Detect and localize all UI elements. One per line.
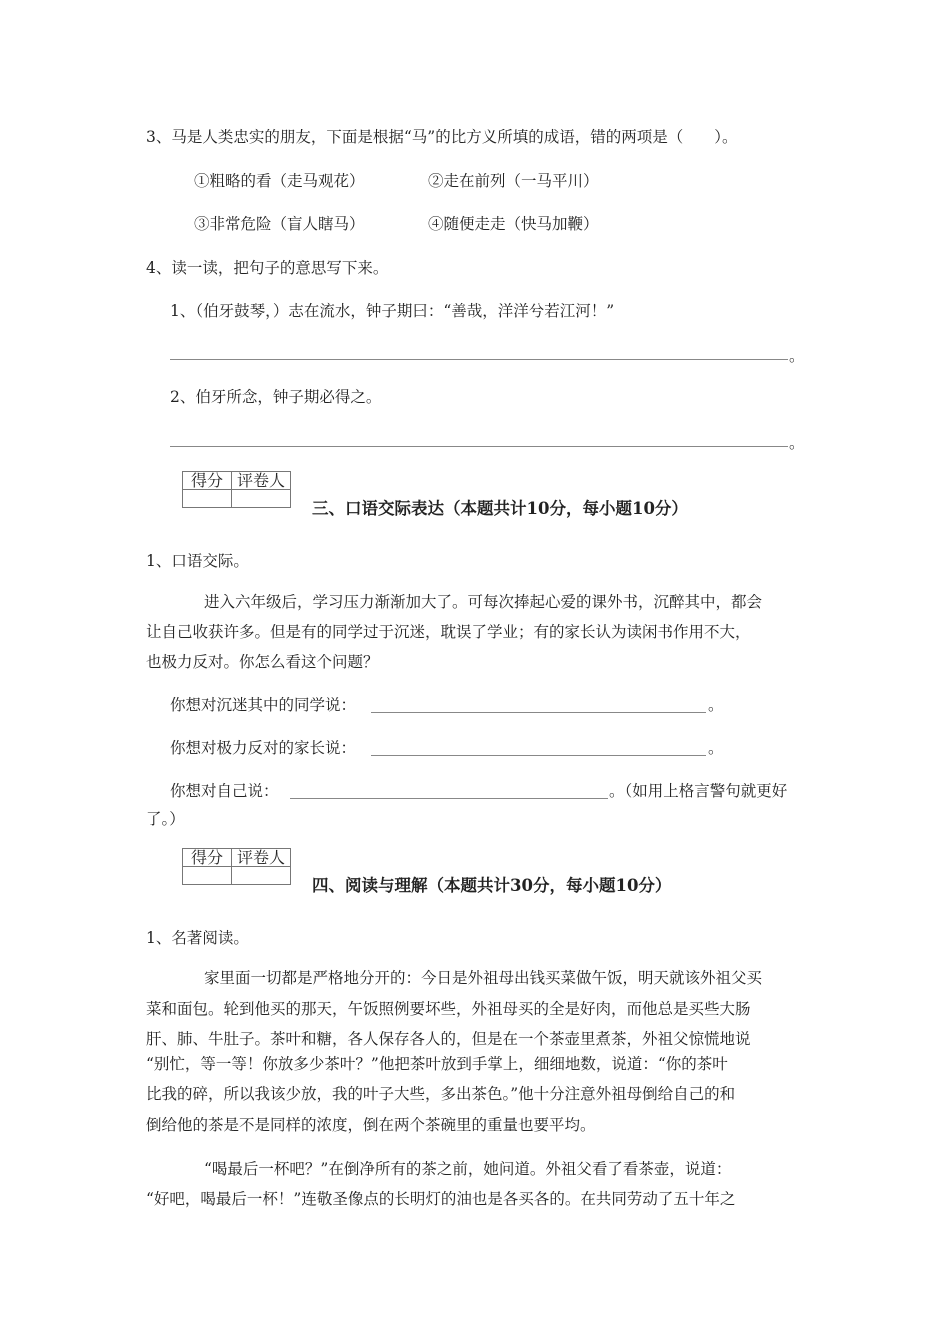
score-box <box>182 848 291 885</box>
period-parents: 。 <box>708 739 724 757</box>
q4-answer-line-2[interactable] <box>170 446 788 447</box>
section4-q1: 1、名著阅读。 <box>146 929 249 947</box>
section3-para-line-1: 进入六年级后，学习压力渐渐加大了。可每次捧起心爱的课外书，沉醉其中，都会 <box>204 593 763 611</box>
prompt-parents: 你想对极力反对的家长说： <box>170 739 357 757</box>
prompt-classmates: 你想对沉迷其中的同学说： <box>170 696 357 714</box>
self-end-continuation: 了。） <box>146 810 185 828</box>
section4-para1-line-3: 肝、肺、牛肚子。茶叶和糖，各人保存各人的，但是在一个茶壶里煮茶，外祖父惊慌地说 <box>146 1030 751 1048</box>
grader-cell[interactable] <box>232 867 291 885</box>
grader-label: 评卷人 <box>232 849 291 867</box>
section3-q1: 1、口语交际。 <box>146 552 249 570</box>
score-box <box>182 471 291 508</box>
score-cell[interactable] <box>183 490 232 508</box>
q3-stem: 3、马是人类忠实的朋友，下面是根据“马”的比方义所填的成语，错的两项是（ ）。 <box>146 128 738 146</box>
answer-line-classmates[interactable] <box>371 712 706 713</box>
q3-option-3: ③非常危险（盲人瞎马） <box>194 215 365 233</box>
section4-para2-line-2: “好吧，喝最后一杯！”连敬圣像点的长明灯的油也是各买各的。在共同劳动了五十年之 <box>146 1190 736 1208</box>
answer-line-self[interactable] <box>290 798 608 799</box>
section3-title: 三、口语交际表达（本题共计10分，每小题10分） <box>312 499 688 518</box>
self-end-text: 。（如用上格言警句就更好 <box>609 782 788 800</box>
q4-period-2: 。 <box>789 434 805 452</box>
period-classmates: 。 <box>708 696 724 714</box>
prompt-self: 你想对自己说： <box>170 782 279 800</box>
grader-cell[interactable] <box>232 490 291 508</box>
q4-period-1: 。 <box>789 347 805 365</box>
score-cell[interactable] <box>183 867 232 885</box>
q3-option-4: ④随便走走（快马加鞭） <box>428 215 599 233</box>
q3-option-2: ②走在前列（一马平川） <box>428 172 599 190</box>
section4-title: 四、阅读与理解（本题共计30分，每小题10分） <box>312 876 672 895</box>
section4-para1-line-6: 倒给他的茶是不是同样的浓度，倒在两个茶碗里的重量也要平均。 <box>146 1116 596 1134</box>
q4-answer-line-1[interactable] <box>170 359 788 360</box>
section4-para2-line-1: “喝最后一杯吧？”在倒净所有的茶之前，她问道。外祖父看了看茶壶，说道： <box>204 1160 732 1178</box>
section3-para-line-3: 也极力反对。你怎么看这个问题？ <box>146 653 379 671</box>
q4-item-2: 2、伯牙所念，钟子期必得之。 <box>170 388 382 406</box>
q4-item-1: 1、（伯牙鼓琴，）志在流水，钟子期曰：“善哉，洋洋兮若江河！” <box>170 302 615 320</box>
score-label: 得分 <box>183 472 232 490</box>
answer-line-parents[interactable] <box>371 755 706 756</box>
section3-para-line-2: 让自己收获许多。但是有的同学过于沉迷，耽误了学业；有的家长认为读闲书作用不大， <box>146 623 751 641</box>
q3-option-1: ①粗略的看（走马观花） <box>194 172 365 190</box>
q4-stem: 4、读一读，把句子的意思写下来。 <box>146 259 389 277</box>
section4-para1-line-4: “别忙，等一等！你放多少茶叶？”他把茶叶放到手掌上，细细地数，说道：“你的茶叶 <box>146 1055 728 1073</box>
grader-label: 评卷人 <box>232 472 291 490</box>
section4-para1-line-5: 比我的碎，所以我该少放，我的叶子大些，多出茶色。”他十分注意外祖母倒给自己的和 <box>146 1085 736 1103</box>
section4-para1-line-2: 菜和面包。轮到他买的那天，午饭照例要坏些，外祖母买的全是好肉，而他总是买些大肠 <box>146 1000 751 1018</box>
section4-para1-line-1: 家里面一切都是严格地分开的：今日是外祖母出钱买菜做午饭，明天就该外祖父买 <box>204 969 763 987</box>
score-label: 得分 <box>183 849 232 867</box>
